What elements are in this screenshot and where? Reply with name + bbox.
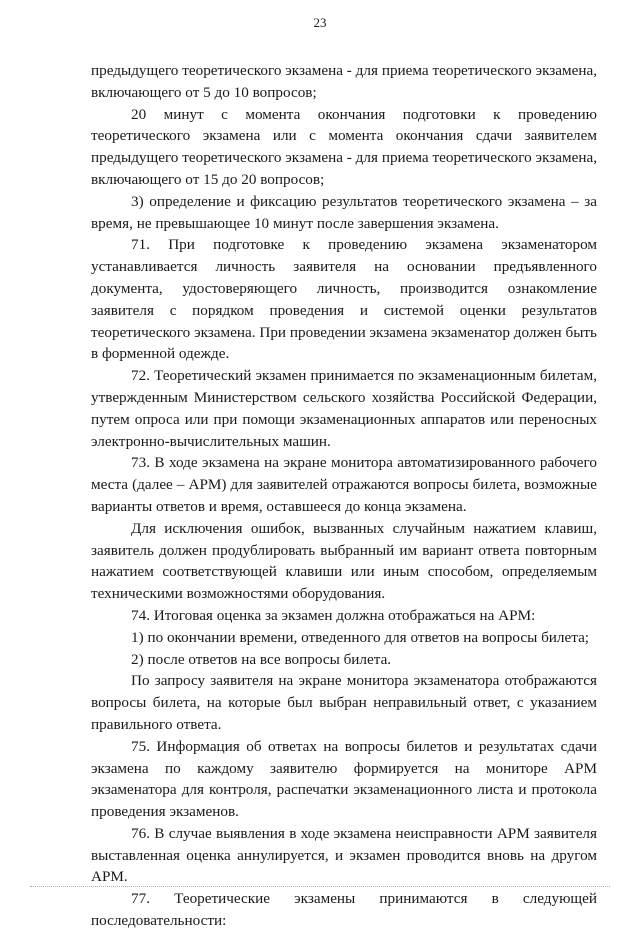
paragraph-73: 73. В ходе экзамена на экране монитора автоматизированного рабочего места (далее – АРМ) для заявителей отражаются вопросы билета, возможные варианты ответов и время, оставшееся до конца экзамена.: [91, 454, 597, 515]
paragraph: предыдущего теоретического экзамена - для приема теоретического экзамена, включающего от 5 до 10 вопросов;: [91, 62, 597, 101]
list-item: 2) после ответов на все вопросы билета.: [131, 650, 392, 668]
paragraph: Для исключения ошибок, вызванных случайным нажатием клавиш, заявитель должен продублировать выбранный им вариант ответа повторным нажатием соответствующей клавиши или иным способом, определяемым техническими возможностями оборудования.: [91, 519, 597, 603]
paragraph: По запросу заявителя на экране монитора экзаменатора отображаются вопросы билета, на которые был выбран неправильный ответ, с указанием правильного ответа.: [91, 672, 597, 733]
document-body: [91, 60, 597, 932]
list-item: 1) по окончании времени, отведенного для ответов на вопросы билета;: [131, 628, 590, 646]
paragraph: 3) определение и фиксацию результатов теоретического экзамена – за время, не превышающее 10 минут после завершения экзамена.: [91, 192, 597, 232]
paragraph-77: 77. Теоретические экзамены принимаются в следующей последовательности:: [91, 890, 597, 930]
paragraph-71: 71. При подготовке к проведению экзамена экзаменатором устанавливается личность заявителя на основании предъявленного документа, удостоверяющего личность, производится ознакомление заявителя с порядком проведения и системой оценки результатов теоретического экзамена. При проведении экзамена экзаменатор должен быть в форменной одежде.: [91, 236, 597, 363]
footer-divider: [30, 886, 610, 888]
paragraph-72: 72. Теоретический экзамен принимается по экзаменационным билетам, утвержденным Министерством сельского хозяйства Российской Федерации, путем опроса или при помощи экзаменационных аппаратов или переносных электронно-вычислительных машин.: [91, 367, 597, 450]
page-number: 23: [313, 15, 327, 30]
paragraph: 20 минут с момента окончания подготовки к проведению теоретического экзамена или с момента окончания сдачи заявителем предыдущего теоретического экзамена - для приема теоретического экзамена, включающего от 15 до 20 вопросов;: [91, 105, 597, 188]
paragraph-75: 75. Информация об ответах на вопросы билетов и результатах сдачи экзамена по каждому заявителю формируется на мониторе АРМ экзаменатора для контроля, распечатки экзаменационного листа и протокола проведения экзаменов.: [91, 737, 597, 821]
paragraph-74: 74. Итоговая оценка за экзамен должна отображаться на АРМ:: [131, 606, 536, 624]
paragraph-76: 76. В случае выявления в ходе экзамена неисправности АРМ заявителя выставленная оценка аннулируется, и экзамен проводится вновь на другом АРМ.: [91, 824, 597, 886]
